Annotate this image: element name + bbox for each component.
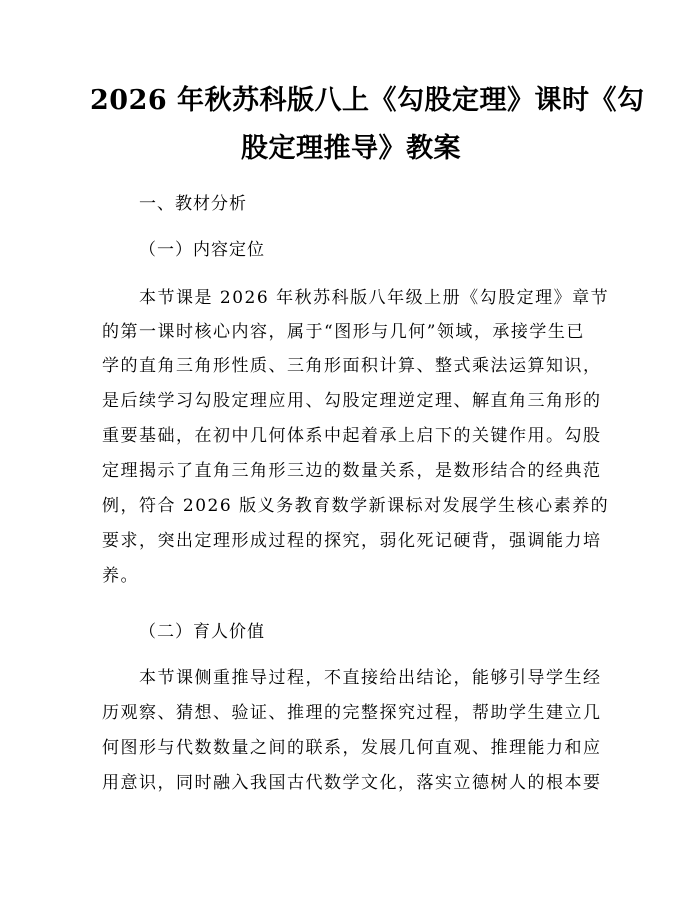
document-title-line-1: 2026 年秋苏科版八上《勾股定理》课时《勾 (90, 85, 645, 116)
paragraph-line: 本节课侧重推导过程，不直接给出结论，能够引导学生经 (139, 668, 602, 688)
paragraph-line: 是后续学习勾股定理应用、勾股定理逆定理、解直角三角形的 (102, 391, 602, 411)
paragraph-line: 例，符合 2026 版义务教育数学新课标对发展学生核心素养的 (102, 496, 610, 516)
paragraph-line: 定理揭示了直角三角形三边的数量关系，是数形结合的经典范 (102, 461, 602, 481)
document-title-line-2: 股定理推导》教案 (241, 133, 461, 164)
paragraph-line: 本节课是 2026 年秋苏科版八年级上册《勾股定理》章节 (139, 288, 610, 308)
paragraph-line: 的第一课时核心内容，属于“图形与几何”领域，承接学生已 (102, 322, 585, 342)
paragraph-line: 何图形与代数数量之间的联系，发展几何直观、推理能力和应 (102, 738, 602, 758)
subsection-heading-content-positioning: （一）内容定位 (139, 240, 265, 260)
paragraph-line: 重要基础，在初中几何体系中起着承上启下的关键作用。勾股 (102, 426, 602, 446)
paragraph-line: 用意识，同时融入我国古代数学文化，落实立德树人的根本要 (102, 773, 602, 793)
paragraph-line: 学的直角三角形性质、三角形面积计算、整式乘法运算知识， (102, 356, 602, 376)
section-heading-textbook-analysis: 一、教材分析 (139, 194, 247, 214)
subsection-heading-educational-value: （二）育人价值 (139, 622, 265, 642)
paragraph-line: 历观察、猜想、验证、推理的完整探究过程，帮助学生建立几 (102, 703, 602, 723)
paragraph-line: 养。 (102, 566, 139, 586)
paragraph-line: 要求，突出定理形成过程的探究，弱化死记硬背，强调能力培 (102, 531, 602, 551)
